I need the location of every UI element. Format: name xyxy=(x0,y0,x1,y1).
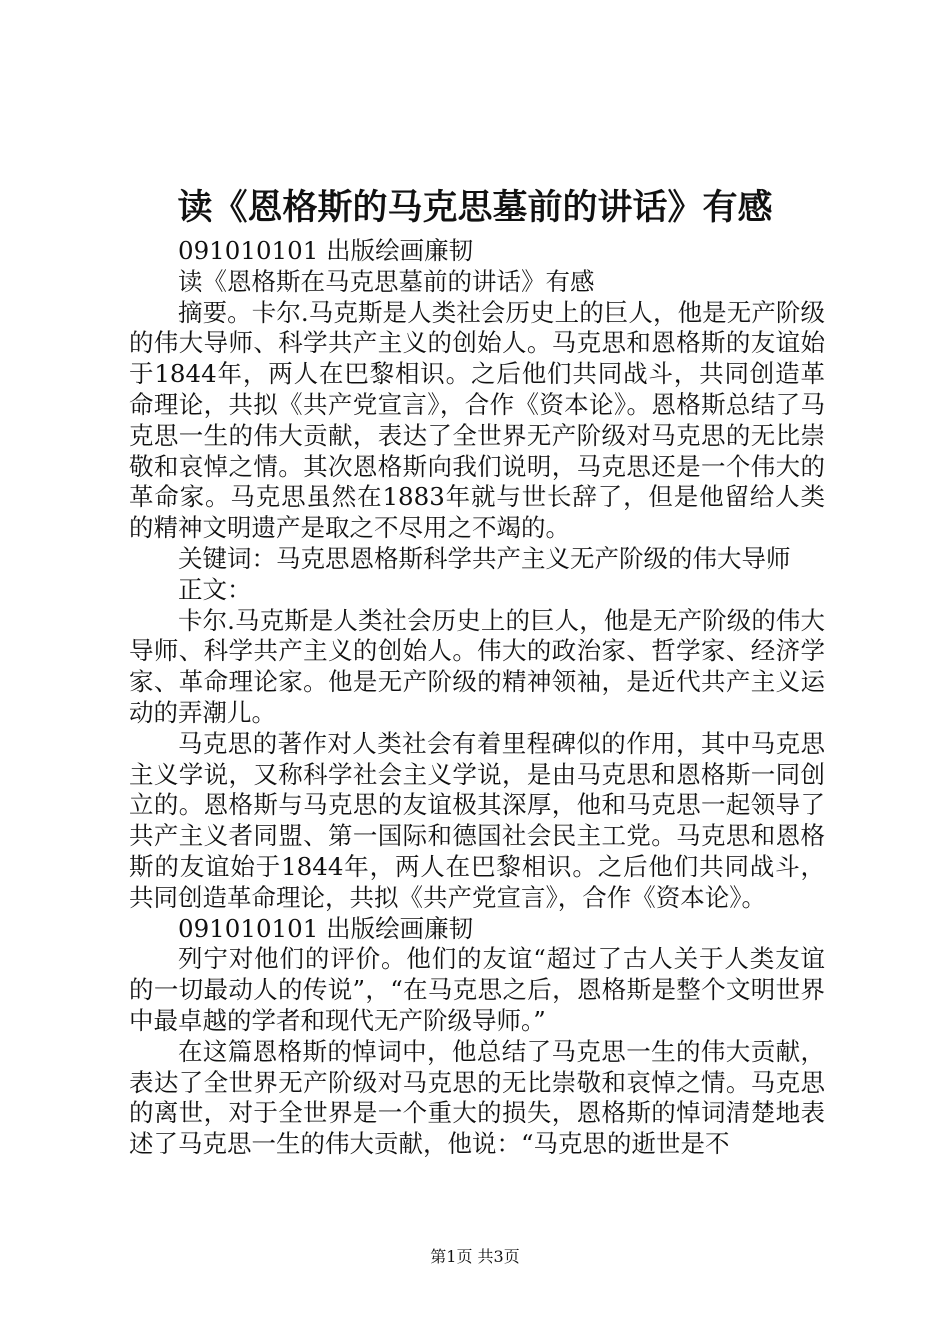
author-line: 091010101 出版绘画廉韧 xyxy=(178,236,474,265)
subtitle-line: 读《恩格斯在马克思墓前的讲话》有感 xyxy=(178,266,595,296)
body-paragraph: 在这篇恩格斯的悼词中，他总结了马克思一生的伟大贡献，表达了全世界无产阶级对马克思的无比崇敬和哀悼之情。马克思的离世，对于全世界是一个重大的损失，恩格斯的悼词清楚地表述了马克思一生的伟大贡献，他说：“马克思的逝世是不 xyxy=(129,1036,825,1159)
body-heading: 正文： xyxy=(178,574,252,604)
keywords-line: 关键词：马克思恩格斯科学共产主义无产阶级的伟大导师 xyxy=(178,543,791,573)
body-paragraph: 马克思的著作对人类社会有着里程碑似的作用，其中马克思主义学说，又称科学社会主义学说，是由马克思和恩格斯一同创立的。恩格斯与马克思的友谊极其深厚，他和马克思一起领导了共产主义者同盟、第一国际和德国社会民主工党。马克思和恩格斯的友谊始于1844年，两人在巴黎相识。之后他们共同战斗，共同创造革命理论，共拟《共产党宣言》，合作《资本论》。 xyxy=(129,728,825,912)
body-paragraph: 卡尔.马克斯是人类社会历史上的巨人，他是无产阶级的伟大导师、科学共产主义的创始人。伟大的政治家、哲学家、经济学家、革命理论家。他是无产阶级的精神领袖，是近代共产主义运动的弄潮儿。 xyxy=(129,605,825,727)
abstract-paragraph: 摘要。卡尔.马克斯是人类社会历史上的巨人，他是无产阶级的伟大导师、科学共产主义的创始人。马克思和恩格斯的友谊始于1844年，两人在巴黎相识。之后他们共同战斗，共同创造革命理论，共拟《共产党宣言》，合作《资本论》。恩格斯总结了马克思一生的伟大贡献，表达了全世界无产阶级对马克思的无比崇敬和哀悼之情。其次恩格斯向我们说明，马克思还是一个伟大的革命家。马克思虽然在1883年就与世长辞了，但是他留给人类的精神文明遗产是取之不尽用之不竭的。 xyxy=(129,297,825,543)
document-body xyxy=(129,236,825,1160)
author-line: 091010101 出版绘画廉韧 xyxy=(178,913,474,943)
body-paragraph: 列宁对他们的评价。他们的友谊“超过了古人关于人类友谊的一切最动人的传说”，“在马克思之后，恩格斯是整个文明世界中最卓越的学者和现代无产阶级导师。” xyxy=(129,944,825,1035)
page-number-footer: 第1页 共3页 xyxy=(430,1247,520,1266)
document-title: 读《恩格斯的马克思墓前的讲话》有感 xyxy=(177,187,773,228)
